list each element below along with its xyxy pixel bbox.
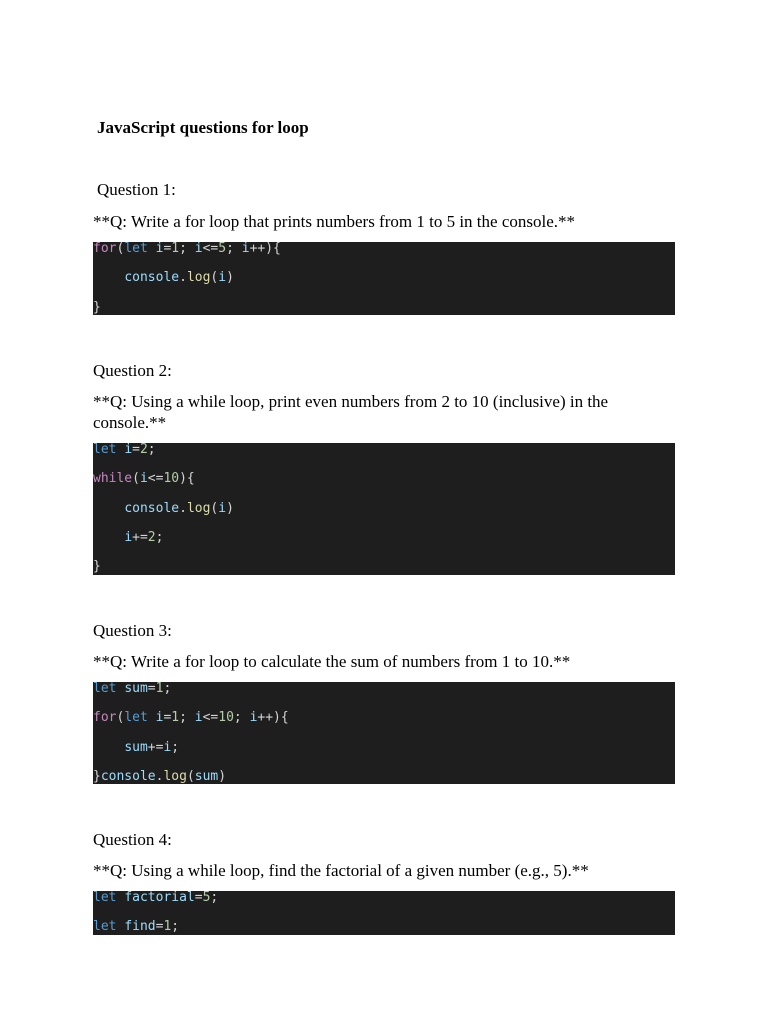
code-token: factorial — [124, 891, 195, 905]
code-line — [93, 741, 675, 770]
code-token: ; — [233, 710, 250, 726]
code-token: = — [132, 443, 140, 457]
code-token: console — [100, 768, 156, 784]
code-token: i — [218, 500, 227, 516]
document-title: JavaScript questions for loop — [97, 118, 309, 137]
code-token: i — [163, 739, 172, 755]
code-token — [93, 740, 124, 755]
code-token: = — [163, 242, 172, 256]
code-token: i — [218, 270, 227, 286]
code-token: let — [93, 443, 117, 457]
code-token: ; — [210, 891, 219, 905]
code-line — [93, 531, 675, 560]
code-token — [93, 270, 124, 285]
code-token: += — [147, 739, 164, 755]
code-token: . — [179, 500, 187, 516]
code-token: i — [124, 529, 133, 545]
code-token: = — [147, 682, 156, 696]
code-token: log — [163, 768, 187, 784]
code-block-4 — [93, 891, 675, 935]
code-token: let — [93, 682, 117, 696]
code-token: ; — [147, 443, 156, 457]
code-line — [93, 242, 675, 271]
code-line — [93, 920, 675, 935]
code-token: ; — [179, 710, 195, 726]
code-token: 1 — [155, 682, 164, 696]
code-line — [93, 891, 675, 920]
code-token: . — [155, 768, 164, 784]
code-block-3 — [93, 682, 675, 784]
code-token: let — [93, 891, 117, 905]
code-token: += — [132, 529, 148, 545]
code-token: 2 — [147, 529, 156, 545]
code-token: for — [93, 710, 117, 726]
code-token: ++){ — [257, 710, 289, 726]
code-token: = — [194, 891, 203, 905]
code-token: 5 — [202, 891, 211, 905]
code-token: 2 — [139, 443, 148, 457]
code-line — [93, 682, 675, 711]
code-token: ( — [116, 710, 125, 726]
code-token: <= — [147, 471, 164, 487]
code-token: ; — [171, 919, 180, 935]
code-token: ; — [179, 242, 195, 256]
code-token: sum — [124, 739, 148, 755]
code-token: sum — [194, 768, 219, 784]
code-token: ){ — [179, 471, 195, 487]
code-token: i — [249, 710, 258, 726]
code-token: ( — [132, 471, 140, 487]
code-line — [93, 770, 675, 784]
code-token: find — [124, 919, 156, 935]
code-line — [93, 502, 675, 531]
question-1-text: **Q: Write a for loop that prints numbers from 1 to 5 in the console.** — [93, 212, 576, 231]
code-token — [93, 501, 124, 516]
code-token: ( — [210, 270, 219, 286]
code-line — [93, 472, 675, 501]
code-token: } — [93, 559, 101, 575]
code-token: } — [93, 768, 101, 784]
code-token: <= — [202, 242, 219, 256]
code-block-2 — [93, 443, 675, 575]
code-line — [93, 560, 675, 575]
code-token: 1 — [163, 919, 172, 935]
code-token: = — [155, 919, 164, 935]
code-token: ) — [218, 768, 227, 784]
code-token: i — [155, 710, 164, 726]
code-token: 1 — [171, 710, 180, 726]
code-token: = — [163, 710, 172, 726]
code-token: } — [93, 299, 101, 315]
code-token: ; — [171, 739, 180, 755]
code-token: <= — [202, 710, 219, 726]
code-block-1 — [93, 242, 675, 315]
code-token: i — [139, 471, 148, 487]
code-token: 10 — [163, 471, 180, 487]
code-token: let — [124, 710, 148, 726]
code-token: console — [124, 500, 180, 516]
question-4-heading: Question 4: — [93, 830, 172, 849]
question-2-text: **Q: Using a while loop, print even numbers from 2 to 10 (inclusive) in the console.** — [93, 392, 609, 432]
code-token: let — [124, 242, 148, 256]
code-token: ) — [226, 270, 234, 286]
code-token: 1 — [171, 242, 180, 256]
code-token — [93, 530, 124, 545]
question-4-text: **Q: Using a while loop, find the factorial of a given number (e.g., 5).** — [93, 861, 589, 880]
question-1-heading: Question 1: — [97, 180, 176, 199]
code-token: console — [124, 270, 180, 286]
code-line — [93, 301, 675, 315]
code-token: i — [194, 242, 203, 256]
code-token: ++){ — [249, 242, 281, 256]
code-token: for — [93, 242, 117, 256]
code-line — [93, 443, 675, 472]
code-token: i — [194, 710, 203, 726]
code-token: 5 — [218, 242, 227, 256]
code-token: log — [186, 500, 211, 516]
code-token: i — [124, 443, 133, 457]
code-token: ) — [226, 500, 234, 516]
code-token: ; — [163, 682, 172, 696]
code-token: 10 — [218, 710, 234, 726]
code-token: ; — [226, 242, 242, 256]
code-token: ; — [155, 529, 164, 545]
code-token: ( — [186, 768, 195, 784]
code-token: . — [179, 270, 187, 286]
code-token: log — [186, 270, 211, 286]
code-token — [148, 242, 156, 256]
code-token: let — [93, 919, 117, 935]
code-token: i — [155, 242, 164, 256]
code-token — [148, 710, 156, 725]
question-2-heading: Question 2: — [93, 361, 172, 380]
code-token: while — [93, 471, 133, 487]
question-3-text: **Q: Write a for loop to calculate the sum of numbers from 1 to 10.** — [93, 652, 571, 671]
code-token: i — [241, 242, 250, 256]
question-3-heading: Question 3: — [93, 621, 172, 640]
code-token: ( — [210, 500, 219, 516]
code-token: ( — [116, 242, 125, 256]
code-token: sum — [124, 682, 148, 696]
code-line — [93, 711, 675, 740]
code-line — [93, 271, 675, 300]
